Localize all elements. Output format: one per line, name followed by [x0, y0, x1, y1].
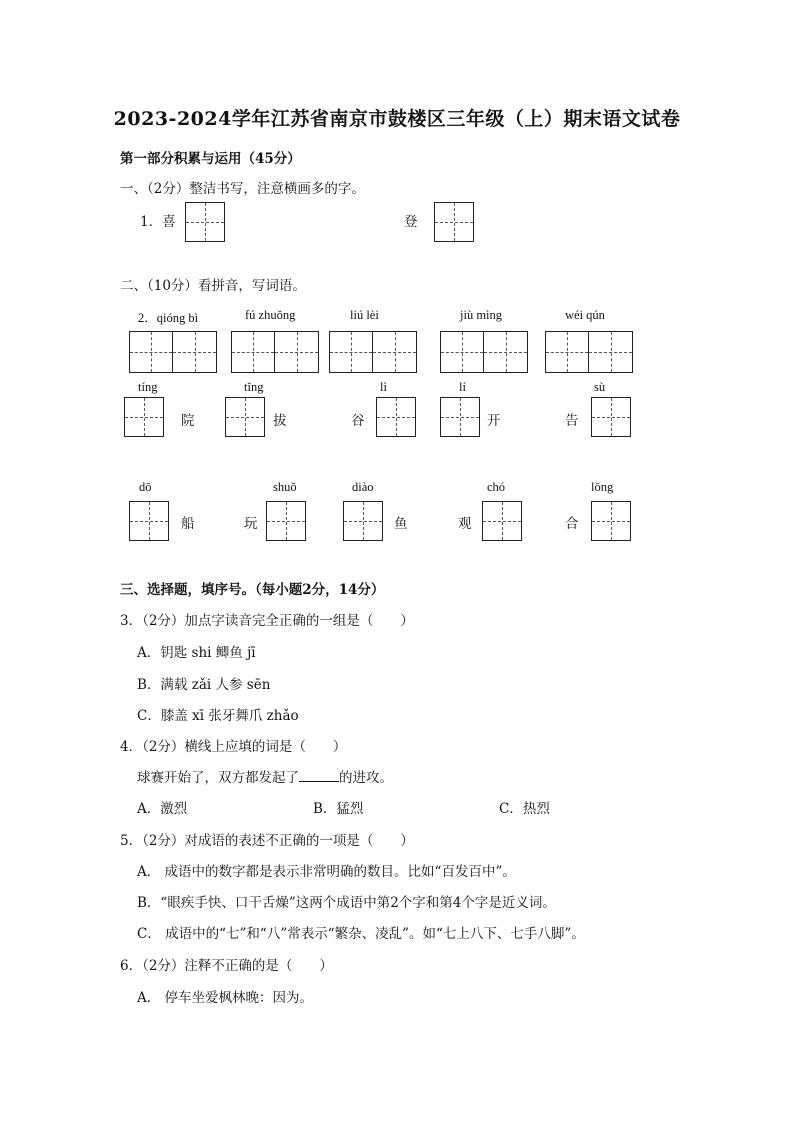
q1-label-1: 1．喜	[140, 214, 176, 230]
writing-grid[interactable]	[185, 202, 225, 242]
pinyin-label: jiù mìng	[460, 308, 503, 322]
q6-stem: 6．（2分）注释不正确的是（ ）	[120, 958, 333, 974]
given-character: 拔	[273, 413, 287, 429]
q4-option-a[interactable]: A．激烈	[137, 801, 188, 817]
given-character: 谷	[351, 413, 365, 429]
given-character: 观	[458, 516, 472, 532]
q5-option-c[interactable]: C． 成语中的“七”和“八”常表示“繁杂、凌乱”。如“七上八下、七手八脚”。	[137, 926, 585, 942]
q2-heading: 二、（10分）看拼音，写词语。	[120, 278, 306, 294]
pinyin-label: dō	[139, 480, 152, 494]
answer-blank[interactable]	[299, 769, 339, 782]
writing-grid[interactable]	[434, 202, 474, 242]
pinyin-label: tíng	[138, 380, 158, 394]
writing-grid[interactable]	[129, 501, 169, 541]
given-character: 玩	[244, 516, 258, 532]
q4-option-b[interactable]: B．猛烈	[313, 801, 364, 817]
pinyin-label: chó	[487, 480, 506, 494]
q3-option-a[interactable]: A．钥匙 shi 鲫鱼 jī	[137, 645, 256, 661]
writing-grid[interactable]	[266, 501, 306, 541]
given-character: 船	[181, 516, 195, 532]
q4-sentence-post: 的进攻。	[339, 770, 393, 786]
pinyin-label: liú lèi	[350, 308, 379, 322]
word-writing-grid[interactable]	[231, 331, 319, 373]
writing-grid[interactable]	[225, 397, 265, 437]
q3-option-b[interactable]: B．满载 zǎi 人参 sēn	[137, 677, 271, 693]
word-writing-grid[interactable]	[129, 331, 217, 373]
pinyin-label: lǒng	[591, 480, 614, 494]
pinyin-label: wéi qún	[565, 308, 605, 322]
q3-option-c[interactable]: C．膝盖 xī 张牙舞爪 zhǎo	[137, 708, 299, 724]
pinyin-label: lí	[459, 380, 466, 394]
section-heading: 三、选择题，填序号。（每小题2分，14分）	[120, 582, 385, 598]
q1-heading: 一、（2分）整洁书写，注意横画多的字。	[120, 181, 365, 197]
pinyin-label: fú zhuǒng	[245, 308, 296, 322]
q4-sentence-pre: 球赛开始了，双方都发起了	[137, 770, 299, 786]
given-character: 开	[487, 413, 501, 429]
writing-grid[interactable]	[591, 397, 631, 437]
word-writing-grid[interactable]	[440, 331, 528, 373]
q4-option-c[interactable]: C．热烈	[499, 801, 550, 817]
writing-grid[interactable]	[376, 397, 416, 437]
writing-grid[interactable]	[482, 501, 522, 541]
q3-stem: 3．（2分）加点字读音完全正确的一组是（ ）	[120, 613, 414, 629]
page-title: 2023-2024学年江苏省南京市鼓楼区三年级（上）期末语文试卷	[113, 108, 681, 130]
q1-label-2: 登	[404, 214, 418, 230]
writing-grid[interactable]	[343, 501, 383, 541]
pinyin-label: sù	[594, 380, 606, 394]
q5-option-a[interactable]: A． 成语中的数字都是表示非常明确的数目。比如“百发百中”。	[137, 864, 516, 880]
pinyin-label: diào	[352, 480, 374, 494]
given-character: 院	[181, 413, 195, 429]
writing-grid[interactable]	[440, 397, 480, 437]
q5-stem: 5．（2分）对成语的表述不正确的一项是（ ）	[120, 833, 414, 849]
q4-sentence	[137, 766, 393, 786]
writing-grid[interactable]	[591, 501, 631, 541]
pinyin-label: tǐng	[244, 380, 264, 394]
word-writing-grid[interactable]	[545, 331, 633, 373]
pinyin-label: shuǒ	[273, 480, 297, 494]
part-heading: 第一部分积累与运用（45分）	[120, 151, 301, 167]
q4-stem: 4．（2分）横线上应填的词是（ ）	[120, 739, 347, 755]
q6-option-a[interactable]: A． 停车坐爱枫林晚：因为。	[137, 990, 314, 1006]
given-character: 合	[565, 516, 579, 532]
pinyin-label: lì	[380, 380, 387, 394]
given-character: 告	[565, 413, 579, 429]
q5-option-b[interactable]: B．“眼疾手快、口干舌燥”这两个成语中第2个字和第4个字是近义词。	[137, 895, 556, 911]
pinyin-label: 2．qióng bì	[138, 311, 199, 325]
writing-grid[interactable]	[124, 397, 164, 437]
word-writing-grid[interactable]	[329, 331, 417, 373]
given-character: 鱼	[394, 516, 408, 532]
